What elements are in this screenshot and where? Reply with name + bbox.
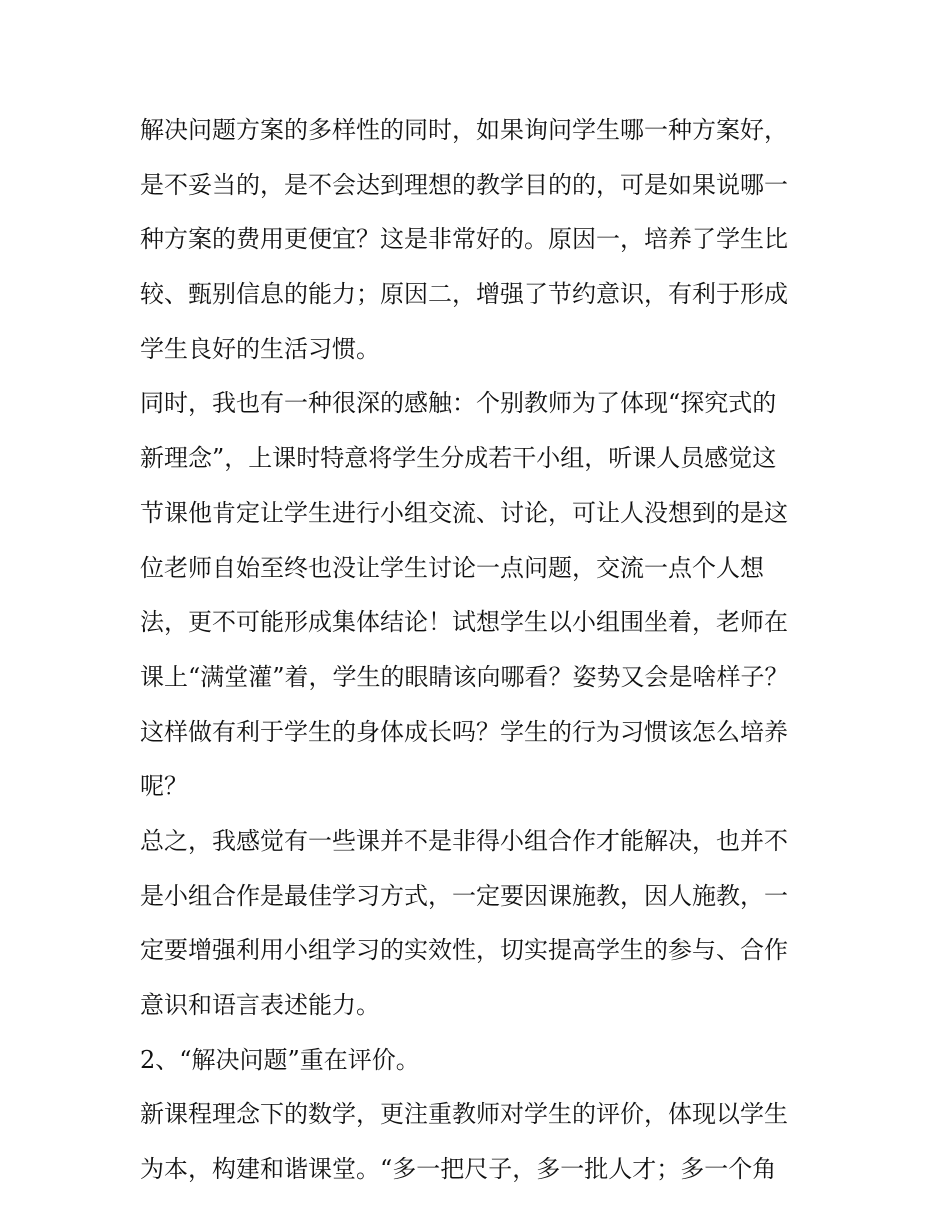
text-line: 解决问题方案的多样性的同时，如果询问学生哪一种方案好， <box>140 116 788 144</box>
text-line: 课上“满堂灌”着，学生的眼睛该向哪看？姿势又会是啥样子？ <box>140 662 789 691</box>
text-line: 较、甄别信息的能力；原因二，增强了节约意识，有利于形成 <box>140 280 788 309</box>
text-line: 新理念”，上课时特意将学生分成若干小组，听课人员感觉这 <box>140 444 777 473</box>
document-body <box>140 103 820 1197</box>
text-line: 同时，我也有一种很深的感触：个别教师为了体现“探究式的 <box>140 389 777 418</box>
text-line: 位老师自始至终也没让学生讨论一点问题，交流一点个人想 <box>140 553 764 582</box>
section-heading: 2、“解决问题”重在评价。 <box>140 1045 420 1074</box>
text-line: 是小组合作是最佳学习方式，一定要因课施教，因人施教，一 <box>140 881 788 910</box>
text-line: 定要增强利用小组学习的实效性，切实提高学生的参与、合作 <box>140 936 788 965</box>
text-line: 意识和语言表述能力。 <box>140 991 380 1019</box>
text-line: 新课程理念下的数学，更注重教师对学生的评价，体现以学生 <box>140 1100 788 1129</box>
text-line: 节课他肯定让学生进行小组交流、讨论，可让人没想到的是这 <box>140 498 788 527</box>
text-line: 是不妥当的，是不会达到理想的教学目的的，可是如果说哪一 <box>140 170 788 199</box>
text-line: 总之，我感觉有一些课并不是非得小组合作才能解决，也并不 <box>140 826 788 855</box>
text-line: 这样做有利于学生的身体成长吗？学生的行为习惯该怎么培养 <box>140 717 788 746</box>
text-line: 学生良好的生活习惯。 <box>140 334 380 363</box>
text-line: 呢？ <box>140 772 188 801</box>
text-line: 法，更不可能形成集体结论！试想学生以小组围坐着，老师在 <box>140 608 788 637</box>
text-line: 种方案的费用更便宜？这是非常好的。原因一，培养了学生比 <box>140 225 788 254</box>
text-line: 为本，构建和谐课堂。“多一把尺子，多一批人才；多一个角 <box>140 1155 777 1184</box>
